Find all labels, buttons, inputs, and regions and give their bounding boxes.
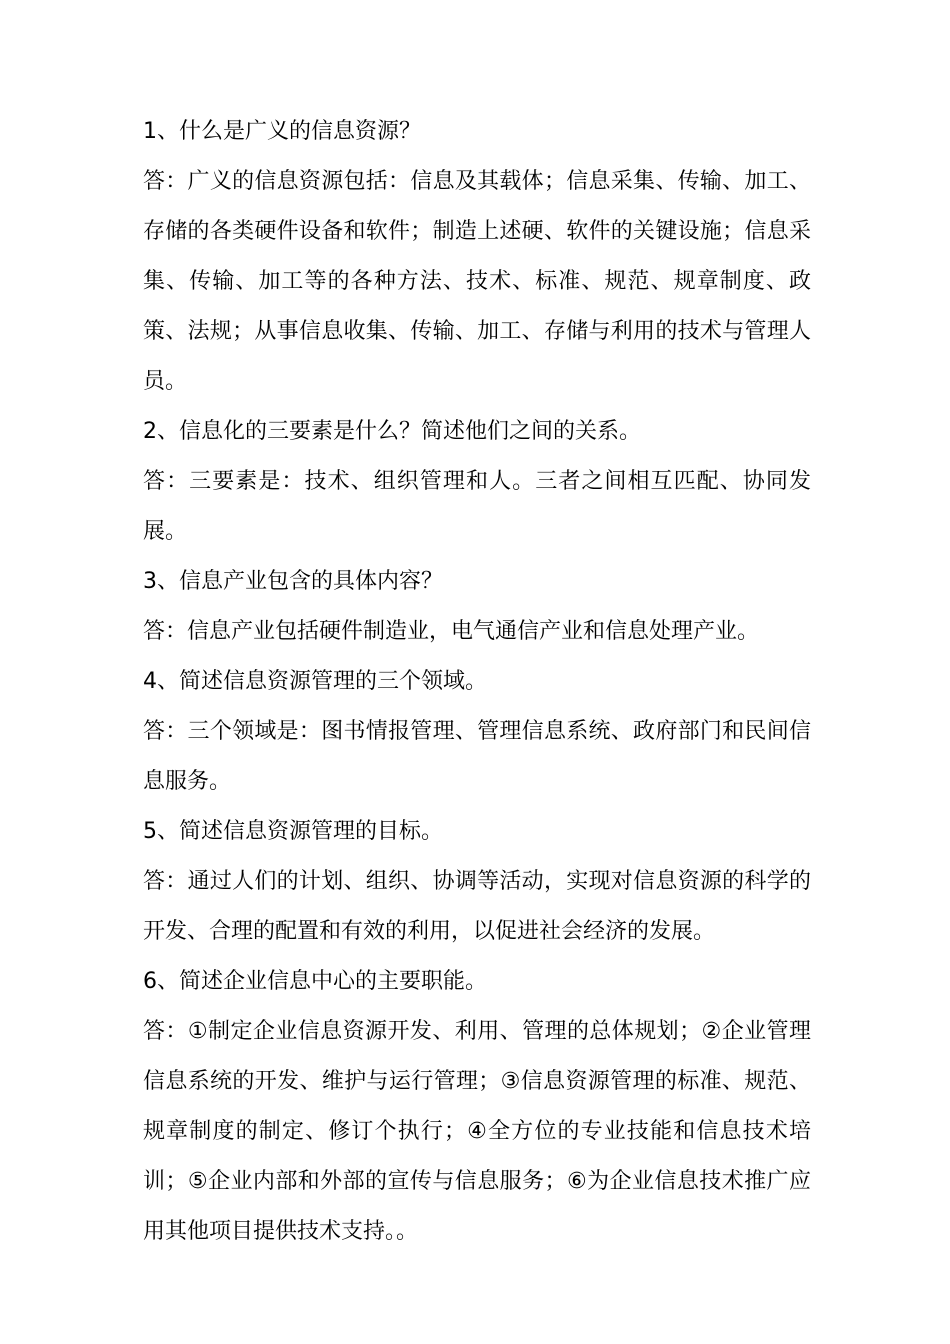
question-6: 6、简述企业信息中心的主要职能。 xyxy=(143,969,487,994)
question-4: 4、简述信息资源管理的三个领域。 xyxy=(143,669,487,694)
qa-content xyxy=(143,107,811,1257)
answer-6: 答：①制定企业信息资源开发、利用、管理的总体规划；②企业管理信息系统的开发、维护与运行管理；③信息资源管理的标准、规范、规章制度的制定、修订个执行；④全方位的专业技能和信息技术培训；⑤企业内部和外部的宣传与信息服务；⑥为企业信息技术推广应用其他项目提供技术支持。。 xyxy=(143,1019,811,1244)
question-2: 2、信息化的三要素是什么？简述他们之间的关系。 xyxy=(143,419,641,444)
answer-2: 答：三要素是：技术、组织管理和人。三者之间相互匹配、协同发展。 xyxy=(143,469,811,544)
answer-4: 答：三个领域是：图书情报管理、管理信息系统、政府部门和民间信息服务。 xyxy=(143,719,811,794)
question-3: 3、信息产业包含的具体内容？ xyxy=(143,569,443,594)
answer-1: 答：广义的信息资源包括：信息及其载体；信息采集、传输、加工、存储的各类硬件设备和软件；制造上述硬、软件的关键设施；信息采集、传输、加工等的各种方法、技术、标准、规范、规章制度、政策、法规；从事信息收集、传输、加工、存储与利用的技术与管理人员。 xyxy=(143,169,811,394)
answer-5: 答：通过人们的计划、组织、协调等活动，实现对信息资源的科学的开发、合理的配置和有效的利用，以促进社会经济的发展。 xyxy=(143,869,811,944)
question-1: 1、什么是广义的信息资源？ xyxy=(143,119,421,144)
question-5: 5、简述信息资源管理的目标。 xyxy=(143,819,443,844)
answer-3: 答：信息产业包括硬件制造业，电气通信产业和信息处理产业。 xyxy=(143,619,760,644)
